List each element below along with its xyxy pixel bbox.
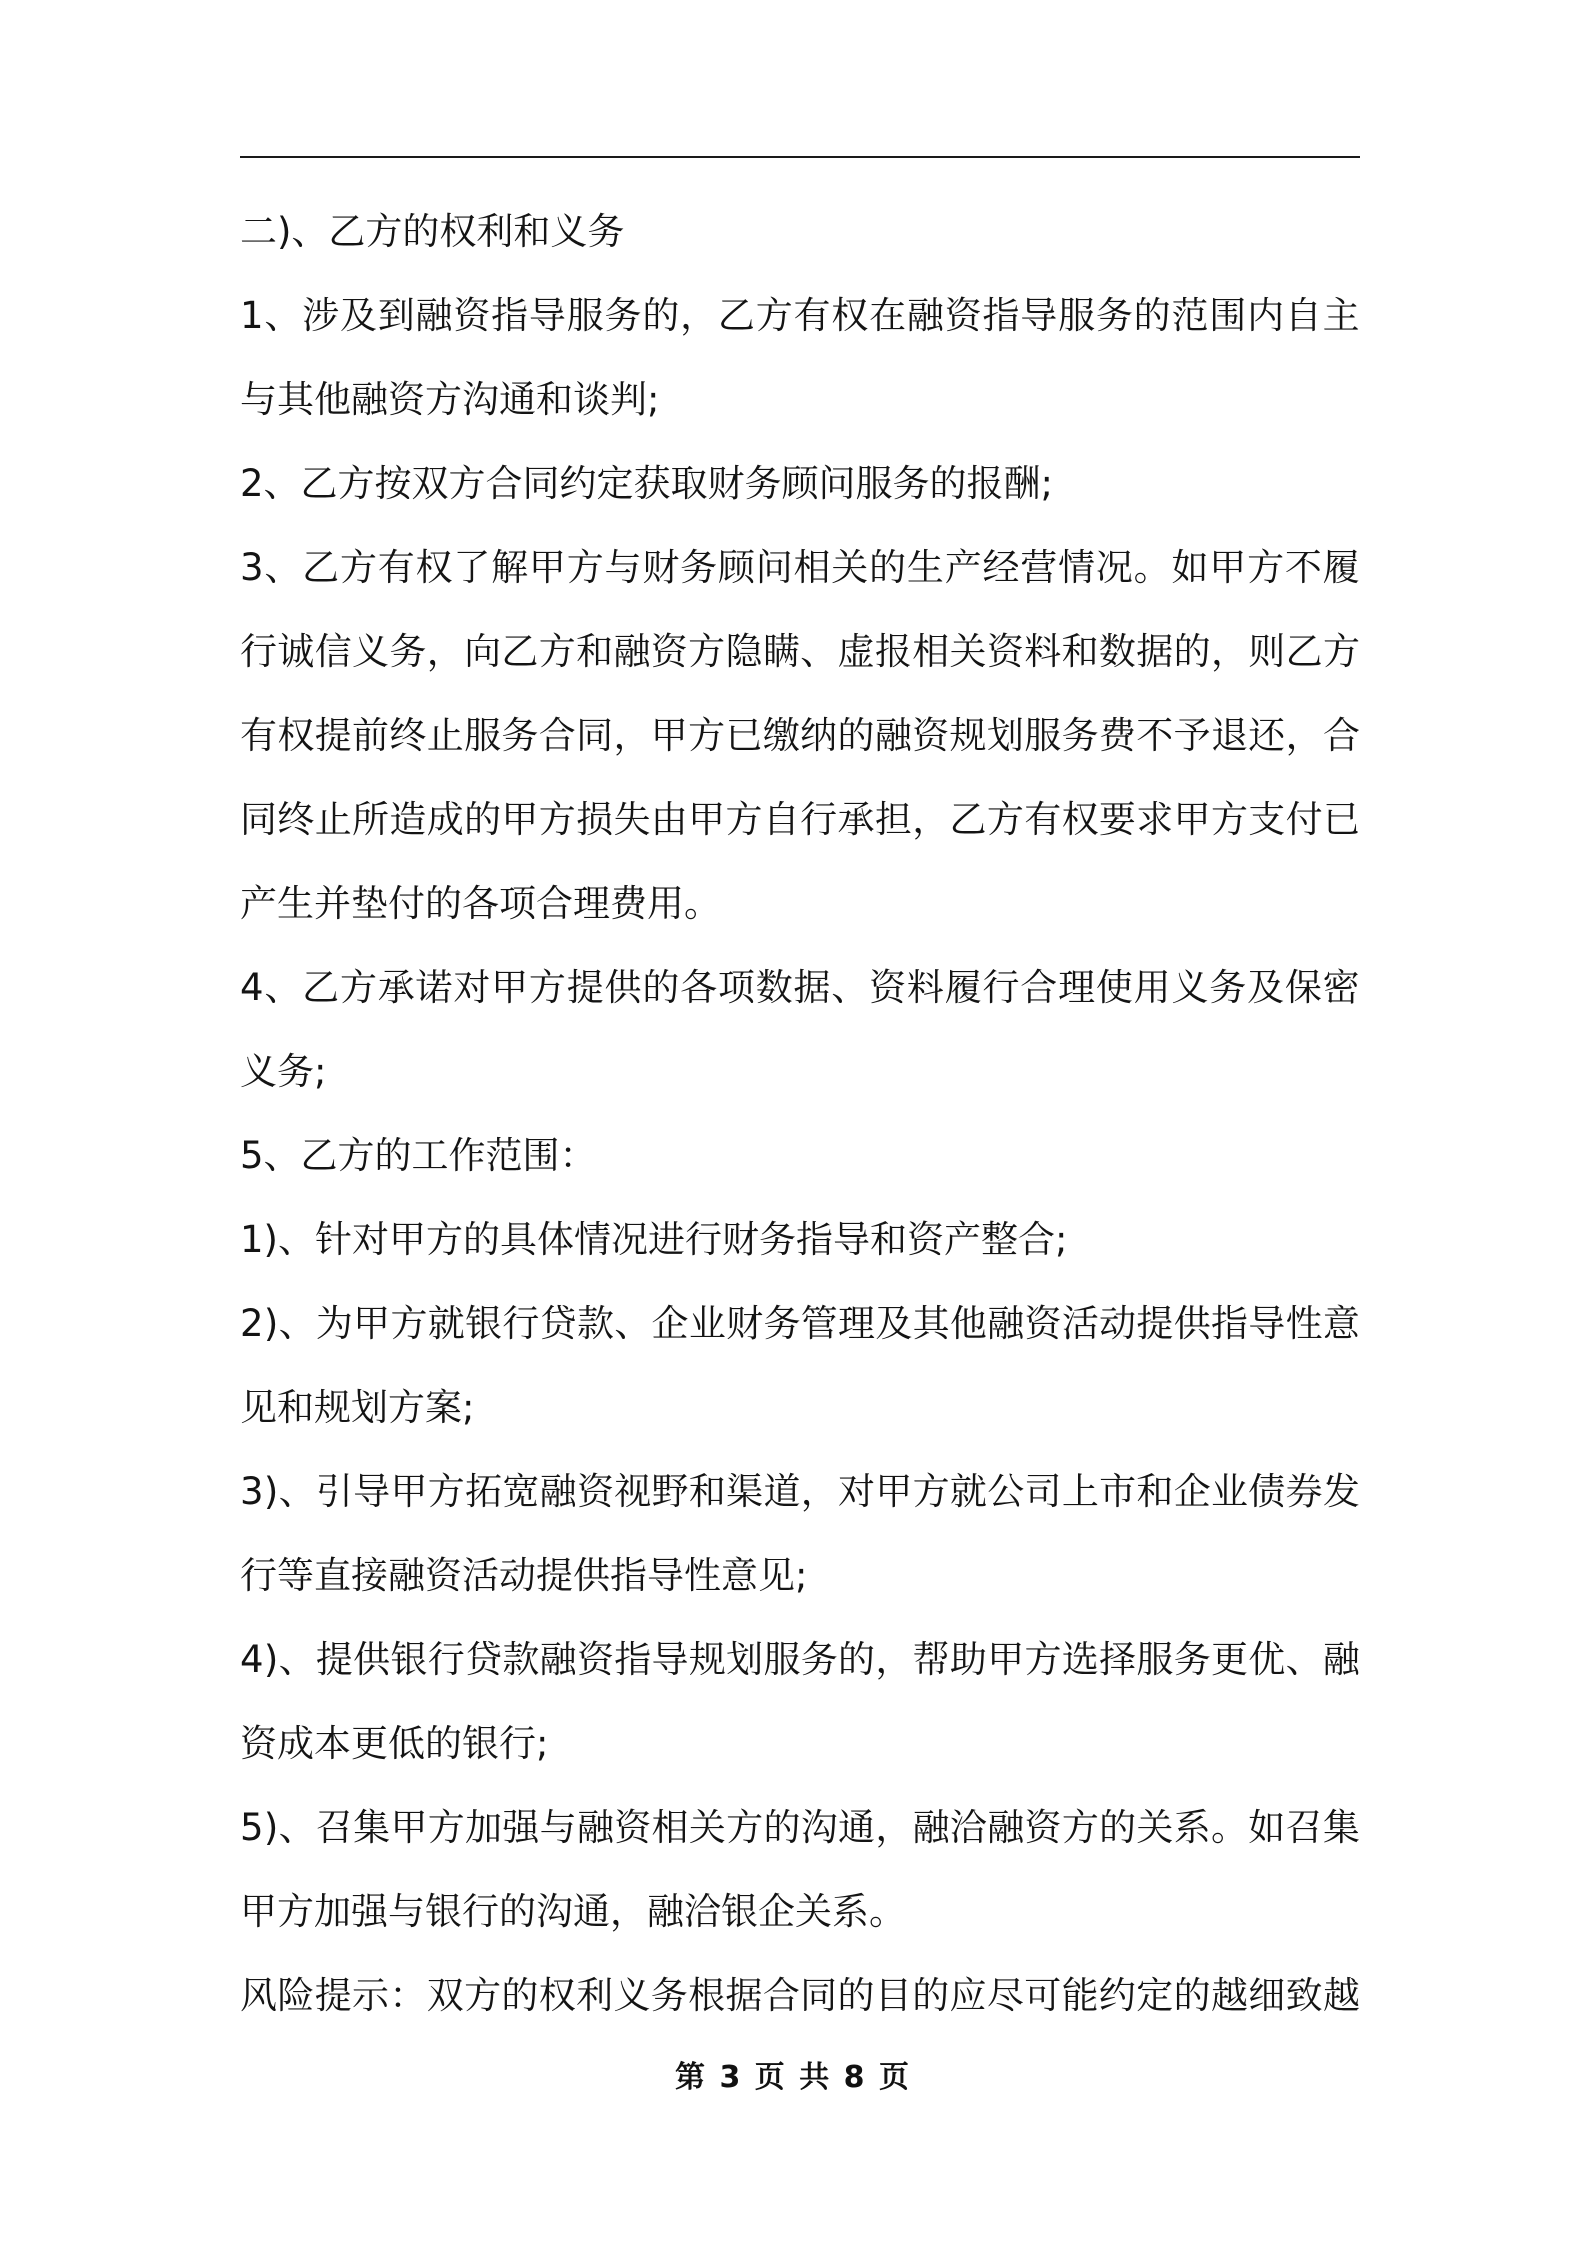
text-line: 1 、 涉 及 到 融 资 指 导 服 务 的 ， 乙 方 有 权 在 融 资 指 导 服 务 的 范 围 内 自 主	[240, 294, 1360, 337]
text-line: 1)、针对甲方的具体情况进行财务指导和资产整合;	[240, 1218, 1068, 1261]
document-body	[240, 190, 1360, 2038]
text-line: 3 ) 、 引 导 甲 方 拓 宽 融 资 视 野 和 渠 道 ， 对 甲 方 就 公 司 上 市 和 企 业 债 券 发	[240, 1470, 1360, 1513]
text-line: 行等直接融资活动提供指导性意见;	[240, 1554, 808, 1597]
text-line: 与其他融资方沟通和谈判;	[240, 378, 660, 421]
text-line: 行 诚 信 义 务 ， 向 乙 方 和 融 资 方 隐 瞒 、 虚 报 相 关 资 料 和 数 据 的 ， 则 乙 方	[240, 630, 1360, 673]
text-line: 见和规划方案;	[240, 1386, 475, 1429]
text-line: 4 、 乙 方 承 诺 对 甲 方 提 供 的 各 项 数 据 、 资 料 履 行 合 理 使 用 义 务 及 保 密	[240, 966, 1360, 1009]
text-line: 产生并垫付的各项合理费用。	[240, 882, 721, 925]
text-line: 5 ) 、 召 集 甲 方 加 强 与 融 资 相 关 方 的 沟 通 ， 融 洽 融 资 方 的 关 系 。 如 召 集	[240, 1806, 1360, 1849]
text-line: 资成本更低的银行;	[240, 1722, 549, 1765]
text-line: 2、乙方按双方合同约定获取财务顾问服务的报酬;	[240, 462, 1054, 505]
text-line: 同 终 止 所 造 成 的 甲 方 损 失 由 甲 方 自 行 承 担 ， 乙 方 有 权 要 求 甲 方 支 付 已	[240, 798, 1360, 841]
text-line: 义务;	[240, 1050, 327, 1093]
text-line: 3 、 乙 方 有 权 了 解 甲 方 与 财 务 顾 问 相 关 的 生 产 经 营 情 况 。 如 甲 方 不 履	[240, 546, 1360, 589]
text-line: 5、乙方的工作范围：	[240, 1134, 597, 1177]
text-line: 有 权 提 前 终 止 服 务 合 同 ， 甲 方 已 缴 纳 的 融 资 规 划 服 务 费 不 予 退 还 ， 合	[240, 714, 1360, 757]
text-line: 风 险 提 示 ： 双 方 的 权 利 义 务 根 据 合 同 的 目 的 应 尽 可 能 约 定 的 越 细 致 越	[240, 1974, 1360, 2017]
text-line: 甲方加强与银行的沟通，融洽银企关系。	[240, 1890, 906, 1933]
text-line: 2 ) 、 为 甲 方 就 银 行 贷 款 、 企 业 财 务 管 理 及 其 他 融 资 活 动 提 供 指 导 性 意	[240, 1302, 1360, 1345]
text-line: 4 ) 、 提 供 银 行 贷 款 融 资 指 导 规 划 服 务 的 ， 帮 助 甲 方 选 择 服 务 更 优 、 融	[240, 1638, 1360, 1681]
text-line: 二)、乙方的权利和义务	[240, 210, 625, 253]
page-number: 第 3 页 共 8 页	[675, 2060, 911, 2095]
header-rule	[240, 156, 1360, 158]
